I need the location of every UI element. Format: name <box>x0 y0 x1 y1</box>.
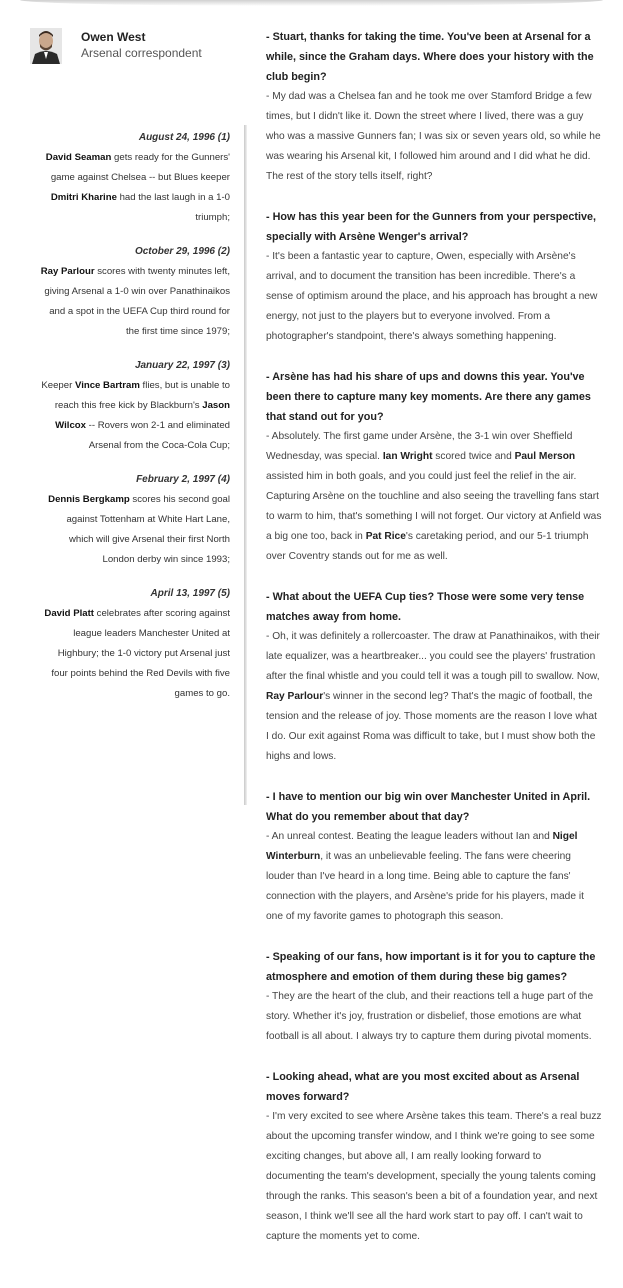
qa-pair <box>266 367 602 567</box>
interview-question: - Arsène has had his share of ups and downs this year. You've been there to capture many key moments. Are there any games that stand out for you? <box>266 371 591 423</box>
caption-date: April 13, 1997 (5) <box>150 588 230 599</box>
text-segment: gets ready for the Gunners' game against Chelsea -- but Blues keeper <box>50 152 230 183</box>
text-segment: , it was an unbelievable feeling. The fans were cheering louder than I've heard in a long time. Being able to capture the fans' connection with the players, and Arsène's pride for his players, made it one of my favorite games to photograph this season. <box>266 851 584 922</box>
qa-pair <box>266 787 602 927</box>
text-segment: - It's been a fantastic year to capture, Owen, especially with Arsène's arrival, and to document the transition has been incredible. There's a sense of optimism around the place, and his approach has brought a new energy, not just to the players but to everyone involved. From a photographer's standpoint, there's always something happening. <box>266 251 598 342</box>
bold-name: Pat Rice <box>365 531 406 542</box>
text-segment: flies, but is unable to reach this free kick by Blackburn's <box>54 380 230 411</box>
text-segment: - They are the heart of the club, and their reactions tell a huge part of the story. Whether it's joy, frustration or disbelief, those emotions are what football is all about. I always try to capture them during pivotal moments. <box>266 991 594 1042</box>
bold-name: Ray Parlour <box>40 266 95 277</box>
text-segment: - Absolutely. The first game under Arsène, the 3-1 win over Sheffield Wednesday, was special. <box>266 431 573 462</box>
interview-question: - I have to mention our big win over Manchester United in April. What do you remember about that day? <box>266 791 591 823</box>
text-segment: - I'm very excited to see where Arsène takes this team. There's a real buzz about the upcoming transfer window, and I think we're going to see some exciting changes, but above all, I am really looking forward to documenting the team's development, specially the young talents coming through the ranks. This season's been a bit of a foundation year, and next season, I think we'll see all the hard work start to pay off. I can't wait to capture the moments yet to come. <box>266 1111 602 1242</box>
bold-name: Jason Wilcox <box>55 400 230 431</box>
text-segment: scores his second goal against Tottenham at White Hart Lane, which will give Arsenal their first North London derby win since 1993; <box>66 494 230 565</box>
caption-date: January 22, 1997 (3) <box>134 360 230 371</box>
caption-text <box>40 376 230 456</box>
interview-question: - Looking ahead, what are you most excited about as Arsenal moves forward? <box>266 1071 580 1103</box>
interview-answer <box>266 987 602 1047</box>
qa-pair <box>266 1067 602 1247</box>
interview-answer <box>266 827 602 927</box>
bold-name: Dennis Bergkamp <box>48 494 130 505</box>
photo-caption <box>40 242 230 342</box>
text-segment: celebrates after scoring against league leaders Manchester United at Highbury; the 1-0 victory put Arsenal just four points behind the Red Devils with five games to go. <box>51 608 230 699</box>
caption-text <box>40 490 230 570</box>
caption-text <box>40 604 230 704</box>
caption-date: October 29, 1996 (2) <box>134 246 230 257</box>
interview-body <box>266 27 602 1267</box>
text-segment: 's caretaking period, and our 5-1 triumph over Coventry stands out for me as well. <box>266 531 589 562</box>
interview-answer <box>266 1107 602 1247</box>
bold-name: Dmitri Kharine <box>50 192 117 203</box>
interview-question: - What about the UEFA Cup ties? Those were some very tense matches away from home. <box>266 591 585 623</box>
text-segment: had the last laugh in a 1-0 triumph; <box>116 192 230 223</box>
author-block <box>30 28 250 68</box>
photo-caption <box>40 584 230 704</box>
interview-question: - How has this year been for the Gunners from your perspective, specially with Arsène Wenger's arrival? <box>266 211 596 243</box>
text-segment: -- Rovers won 2-1 and eliminated Arsenal from the Coca-Cola Cup; <box>86 420 230 451</box>
caption-text <box>40 148 230 228</box>
text-segment: assisted him in both goals, and you could just feel the relief in the air. Capturing Arsène on the touchline and also seeing the travelling fans start to warm to him, that's something I will not forget. Our victory at Anfield was a big one too, back in <box>266 471 602 542</box>
interview-question: - Stuart, thanks for taking the time. You've been at Arsenal for a while, since the Graham days. Where does your history with the club begin? <box>266 31 594 83</box>
text-segment: Keeper <box>41 380 75 391</box>
qa-pair <box>266 947 602 1047</box>
text-segment: - Oh, it was definitely a rollercoaster. The draw at Panathinaikos, with their late equalizer, was a heartbreaker... you could see the players' frustration after the final whistle and you could tell it was a tough pill to swallow. Now, <box>266 631 600 682</box>
top-shadow-bar <box>20 0 603 6</box>
author-role: Arsenal correspondent <box>81 46 202 60</box>
caption-date: August 24, 1996 (1) <box>138 132 230 143</box>
photo-caption <box>40 356 230 456</box>
photo-caption <box>40 470 230 570</box>
interview-answer <box>266 627 602 767</box>
photo-captions-sidebar <box>40 128 230 718</box>
author-name: Owen West <box>81 30 146 44</box>
caption-date: February 2, 1997 (4) <box>136 474 230 485</box>
interview-answer <box>266 247 602 347</box>
text-segment: scores with twenty minutes left, giving Arsenal a 1-0 win over Panathinaikos and a spot in the UEFA Cup third round for the first time since 1979; <box>44 266 230 337</box>
bold-name: Nigel Winterburn <box>266 831 578 862</box>
bold-name: Ray Parlour <box>266 691 324 702</box>
bold-name: Vince Bartram <box>74 380 140 391</box>
bold-name: David Seaman <box>45 152 112 163</box>
author-avatar-icon <box>30 28 62 64</box>
interview-question: - Speaking of our fans, how important is it for you to capture the atmosphere and emotion of them during these big games? <box>266 951 596 983</box>
text-segment: - My dad was a Chelsea fan and he took me over Stamford Bridge a few times, but I didn't like it. Down the street where I lived, there was a guy who was a massive Gunners fan; I was six or seven years old, so while he was wearing his Arsenal kit, I followed him around and I did what he did. The rest of the story tells itself, right? <box>266 91 601 182</box>
bold-name: Paul Merson <box>514 451 576 462</box>
text-segment: scored twice and <box>432 451 515 462</box>
qa-pair <box>266 207 602 347</box>
caption-text <box>40 262 230 342</box>
bold-name: David Platt <box>44 608 94 619</box>
text-segment: 's winner in the second leg? That's the magic of football, the tension and the release of joy. Those moments are the reason I love what I do. Our exit against Roma was difficult to take, but I must show both the highs and lows. <box>266 691 597 762</box>
interview-answer <box>266 87 602 187</box>
qa-pair <box>266 587 602 767</box>
text-segment: - An unreal contest. Beating the league leaders without Ian and <box>266 831 553 842</box>
column-divider <box>244 125 247 805</box>
qa-pair <box>266 27 602 187</box>
bold-name: Ian Wright <box>382 451 433 462</box>
photo-caption <box>40 128 230 228</box>
interview-answer <box>266 427 602 567</box>
